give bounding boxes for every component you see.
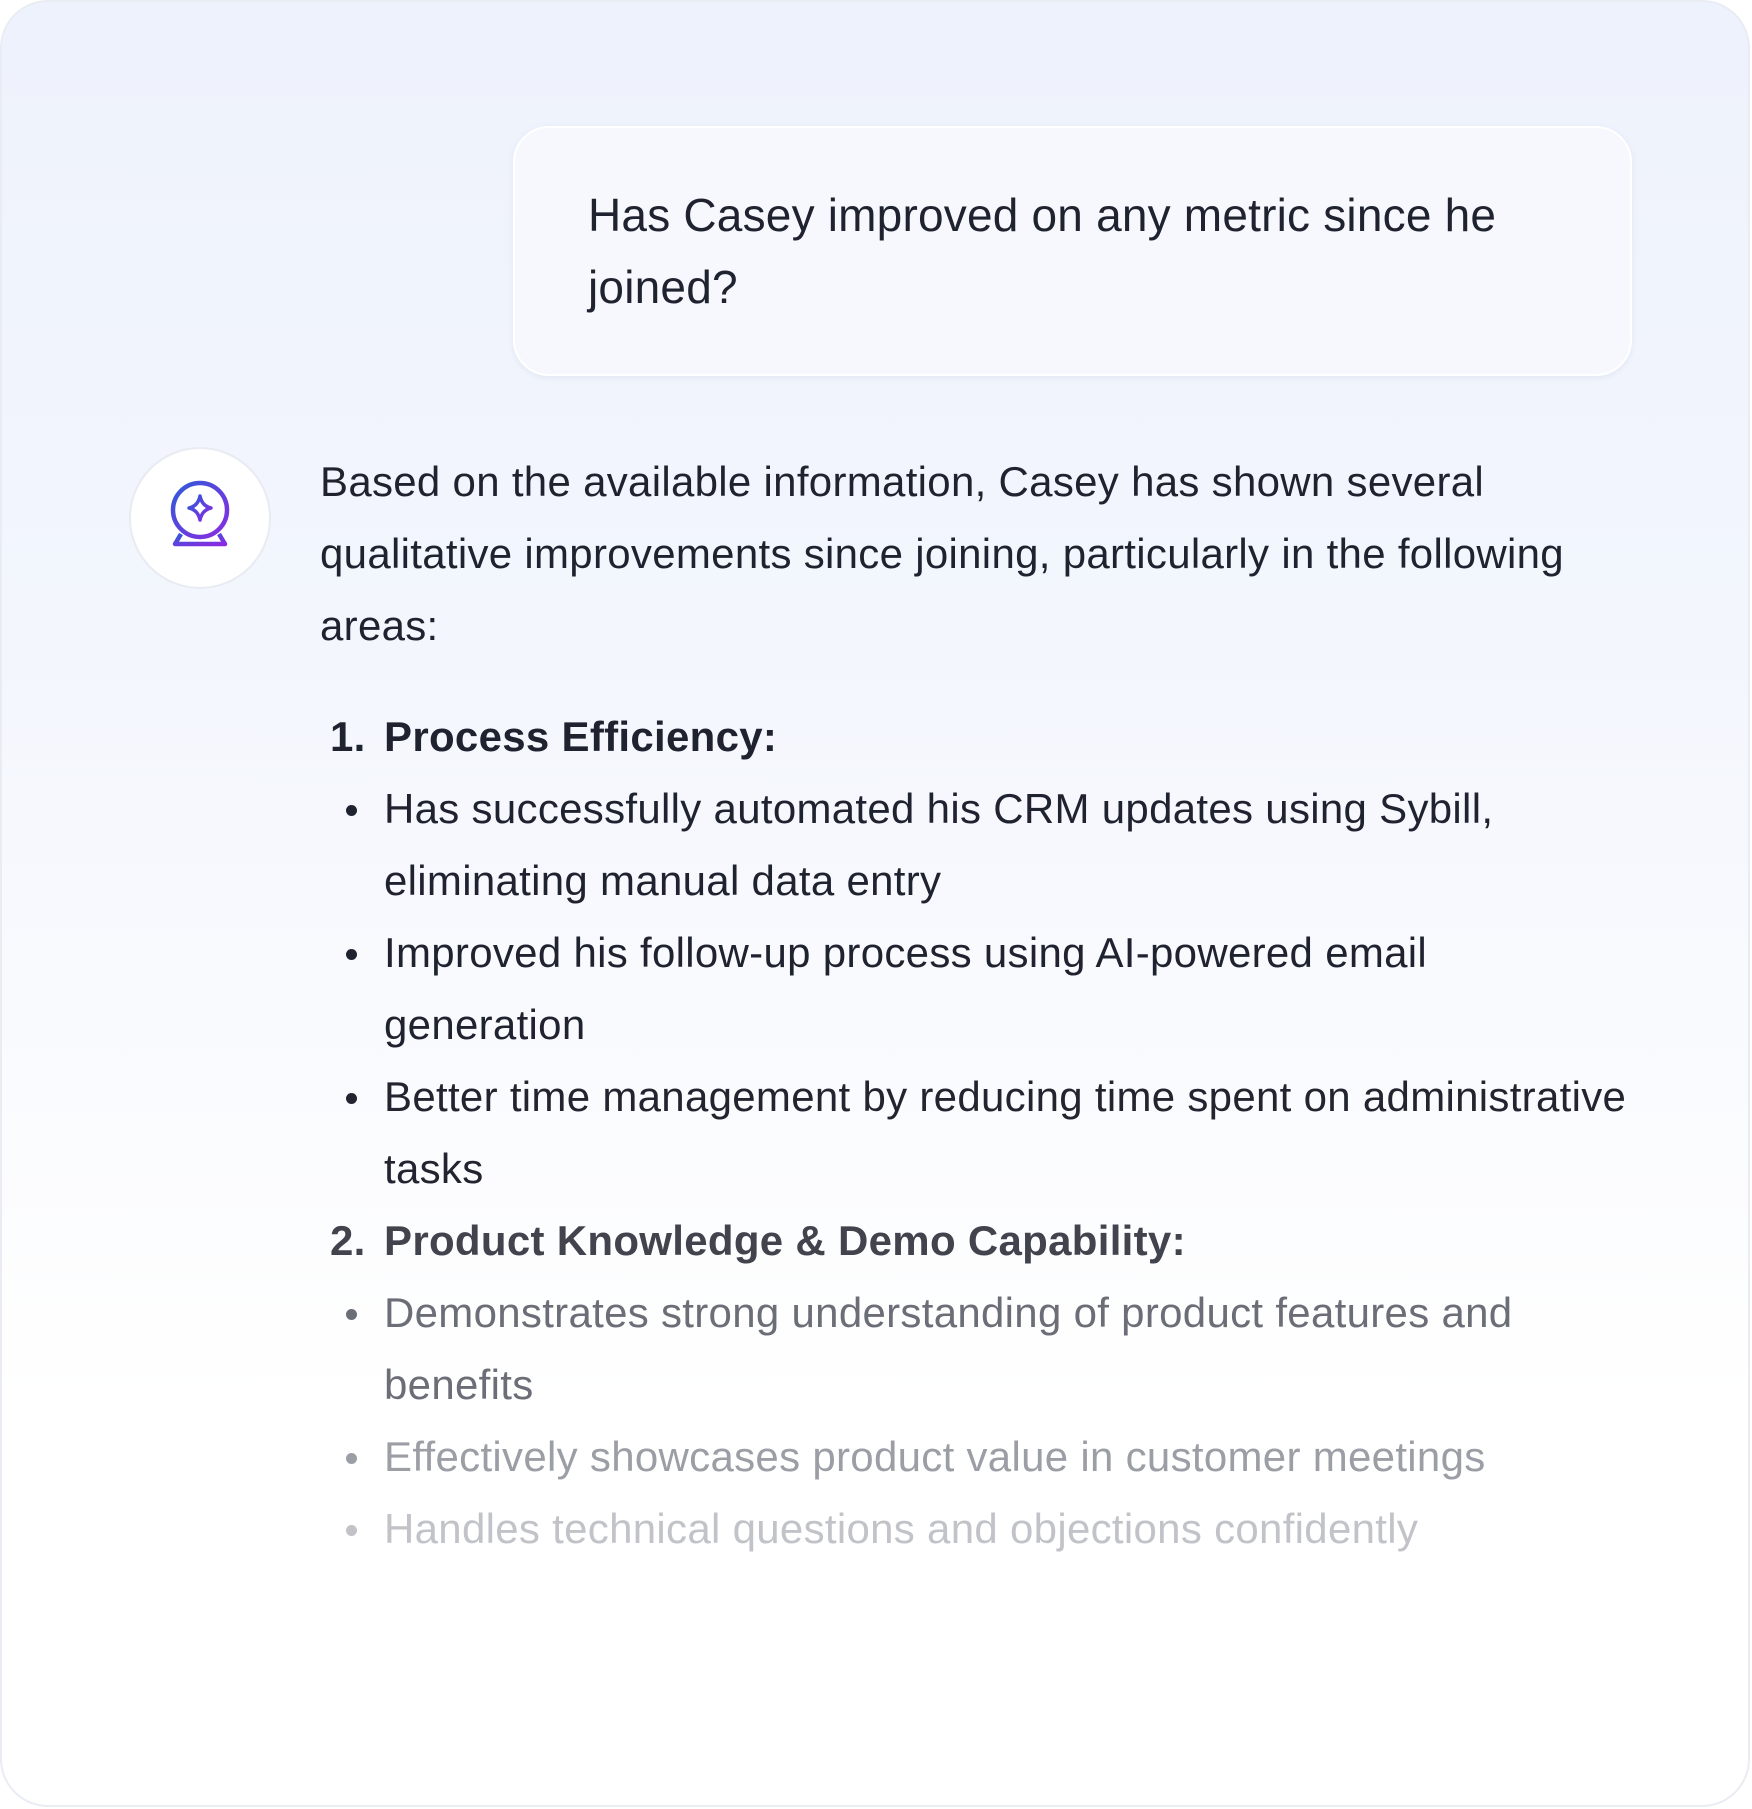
list-item: Demonstrates strong understanding of product features and benefits (320, 1277, 1630, 1421)
bullet-list (320, 1277, 1630, 1565)
section-number: 1. (330, 713, 366, 760)
user-message-bubble (513, 126, 1632, 376)
section-number: 2. (330, 1217, 366, 1264)
crystal-ball-sparkle-icon (163, 478, 237, 558)
section-process-efficiency (320, 701, 1630, 1205)
list-item: Effectively showcases product value in customer meetings (320, 1421, 1630, 1493)
list-item: Handles technical questions and objections confidently (320, 1493, 1630, 1565)
assistant-message (320, 446, 1630, 1565)
assistant-avatar (129, 447, 271, 589)
list-item: Improved his follow-up process using AI-powered email generation (320, 917, 1630, 1061)
section-title: Product Knowledge & Demo Capability: (384, 1217, 1186, 1264)
bullet-list (320, 773, 1630, 1205)
list-item: Has successfully automated his CRM updates using Sybill, eliminating manual data entry (320, 773, 1630, 917)
section-product-knowledge (320, 1205, 1630, 1565)
assistant-intro: Based on the available information, Casey has shown several qualitative improvements since joining, particularly in the following areas: (320, 458, 1564, 649)
user-message-text: Has Casey improved on any metric since he joined? (588, 189, 1497, 313)
section-heading (320, 1205, 1630, 1277)
section-title: Process Efficiency: (384, 713, 778, 760)
list-item: Better time management by reducing time spent on administrative tasks (320, 1061, 1630, 1205)
section-heading (320, 701, 1630, 773)
